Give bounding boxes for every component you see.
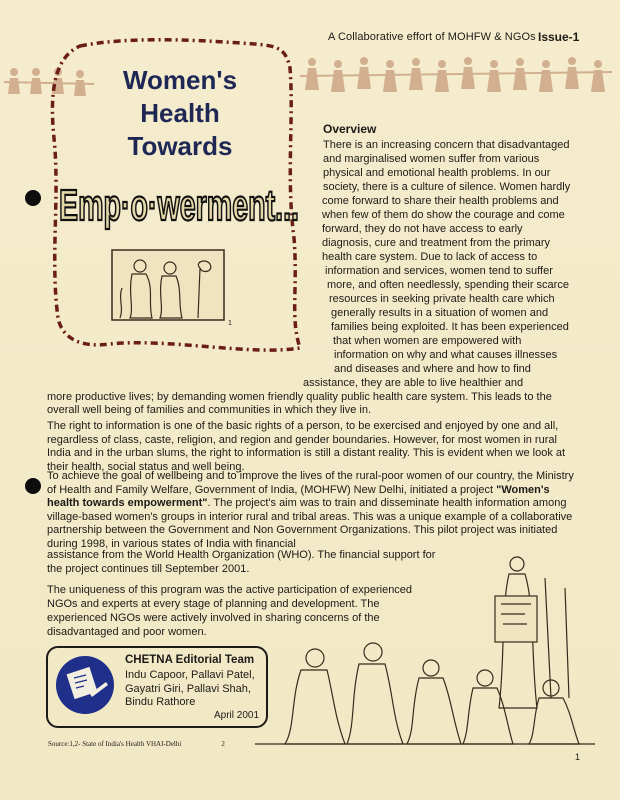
overview-line: that when women are empowered with	[333, 335, 522, 347]
title-line-1: Women's	[122, 65, 238, 95]
source-number: 2	[221, 740, 225, 748]
overview-line: health care system. Due to lack of access to	[322, 251, 538, 263]
editorial-name-line: Indu Capoor, Pallavi Patel,	[125, 669, 255, 681]
goal-line-b: the project continues till September 2001.	[47, 563, 250, 575]
editorial-names	[125, 669, 255, 710]
overview-continuation	[47, 377, 582, 418]
editorial-name-line: Bindu Rathore	[125, 696, 196, 708]
editorial-title: CHETNA Editorial Team	[125, 654, 255, 666]
overview-line: society, there is a culture of silence. Women hardly	[323, 181, 571, 193]
overview-line: and diseases and where and how to find	[334, 363, 531, 375]
unique-line: experienced NGOs were actively involved in sharing concerns of the	[47, 612, 380, 624]
overview-line: come forward to share their health problems and	[322, 195, 559, 207]
overview-line: when few of them do show the courage and come	[322, 209, 565, 221]
punch-hole	[25, 190, 41, 206]
page-number: 1	[575, 752, 581, 762]
chetna-logo-icon	[54, 654, 116, 716]
overview-line: more, and often needlessly, spending their scarce	[327, 279, 569, 291]
empowerment-text: Emp·o·werment...	[59, 181, 299, 230]
paragraph-rights: The right to information is one of the basic rights of a person, to be exercised and enjoyed by one and all, regardless of class, caste, religion, and region and gender boundaries. However, for most women in rural India and in the urban slums, the right to information is still a distant reality. This is evident when we look at their health, social status and well being.	[47, 420, 566, 473]
unique-line: The uniqueness of this program was the active participation of experienced	[47, 584, 413, 596]
figure-note: 1	[228, 320, 232, 327]
overview-line: forward, they do not have access to early	[322, 223, 523, 235]
overview-line: assistance, they are able to live healthier and	[303, 377, 524, 389]
editorial-date: April 2001	[214, 710, 260, 721]
masthead-title	[80, 64, 280, 163]
village-meeting-illustration	[255, 548, 595, 748]
women-illustration	[110, 248, 226, 322]
overview-line: and marginalised women suffer from various	[323, 153, 540, 165]
overview-continuation-text: more productive lives; by demanding women friendly quality public health care system. This leads to the overall well being of families and communities in which they live in.	[47, 390, 552, 417]
source-note	[48, 740, 225, 748]
empowerment-wordmark	[56, 168, 302, 238]
punch-hole	[25, 478, 41, 494]
dancing-figures-strip	[300, 52, 612, 104]
project-name: "Women's health towards empowerment"	[47, 483, 550, 510]
overview-line: generally results in a situation of women and	[331, 307, 549, 319]
unique-line: disadvantaged and poor women.	[47, 626, 207, 638]
goal-text-2: . The project's aim was to train and disseminate health information among village-based women's groups in interior rural and tribal areas. This was a unique example of a collaborative partnership between the Government and Non Government Organizations. This pilot project was initiated during 1998, in various states of India with financial	[47, 497, 573, 550]
overview-line: physical and emotional health problems. In our	[323, 167, 551, 179]
overview-line: information and services, women tend to suffer	[325, 265, 553, 277]
overview-line: families being exploited. It has been experienced	[331, 321, 569, 333]
header-tagline: A Collaborative effort of MOHFW & NGOs	[328, 31, 536, 43]
overview-line: diagnosis, cure and treatment from the primary	[322, 237, 551, 249]
overview-line: resources in seeking private health care which	[329, 293, 555, 305]
editorial-name-line: Gayatri Giri, Pallavi Shah,	[125, 682, 251, 695]
title-line-2: Health	[140, 98, 220, 128]
source-text: Source:1,2- State of India's Health VHAI-Delhi	[48, 740, 182, 748]
title-line-3: Towards	[127, 131, 233, 161]
goal-line-a: assistance from the World Health Organization (WHO). The financial support for	[47, 549, 436, 561]
unique-line: NGOs and experts at every stage of planning and development. The	[47, 598, 380, 610]
issue-label: Issue-1	[538, 30, 580, 44]
overview-line: information on why and what causes illnesses	[334, 349, 558, 361]
paragraph-goal	[47, 470, 582, 552]
goal-text-1: To achieve the goal of wellbeing and to improve the lives of the rural-poor women of our country, the Ministry of Health and Family Welfare, Government of India, (MOHFW) New Delhi, initiated a project	[47, 470, 574, 496]
overview-heading: Overview	[323, 122, 377, 136]
overview-line: There is an increasing concern that disadvantaged	[323, 139, 570, 151]
